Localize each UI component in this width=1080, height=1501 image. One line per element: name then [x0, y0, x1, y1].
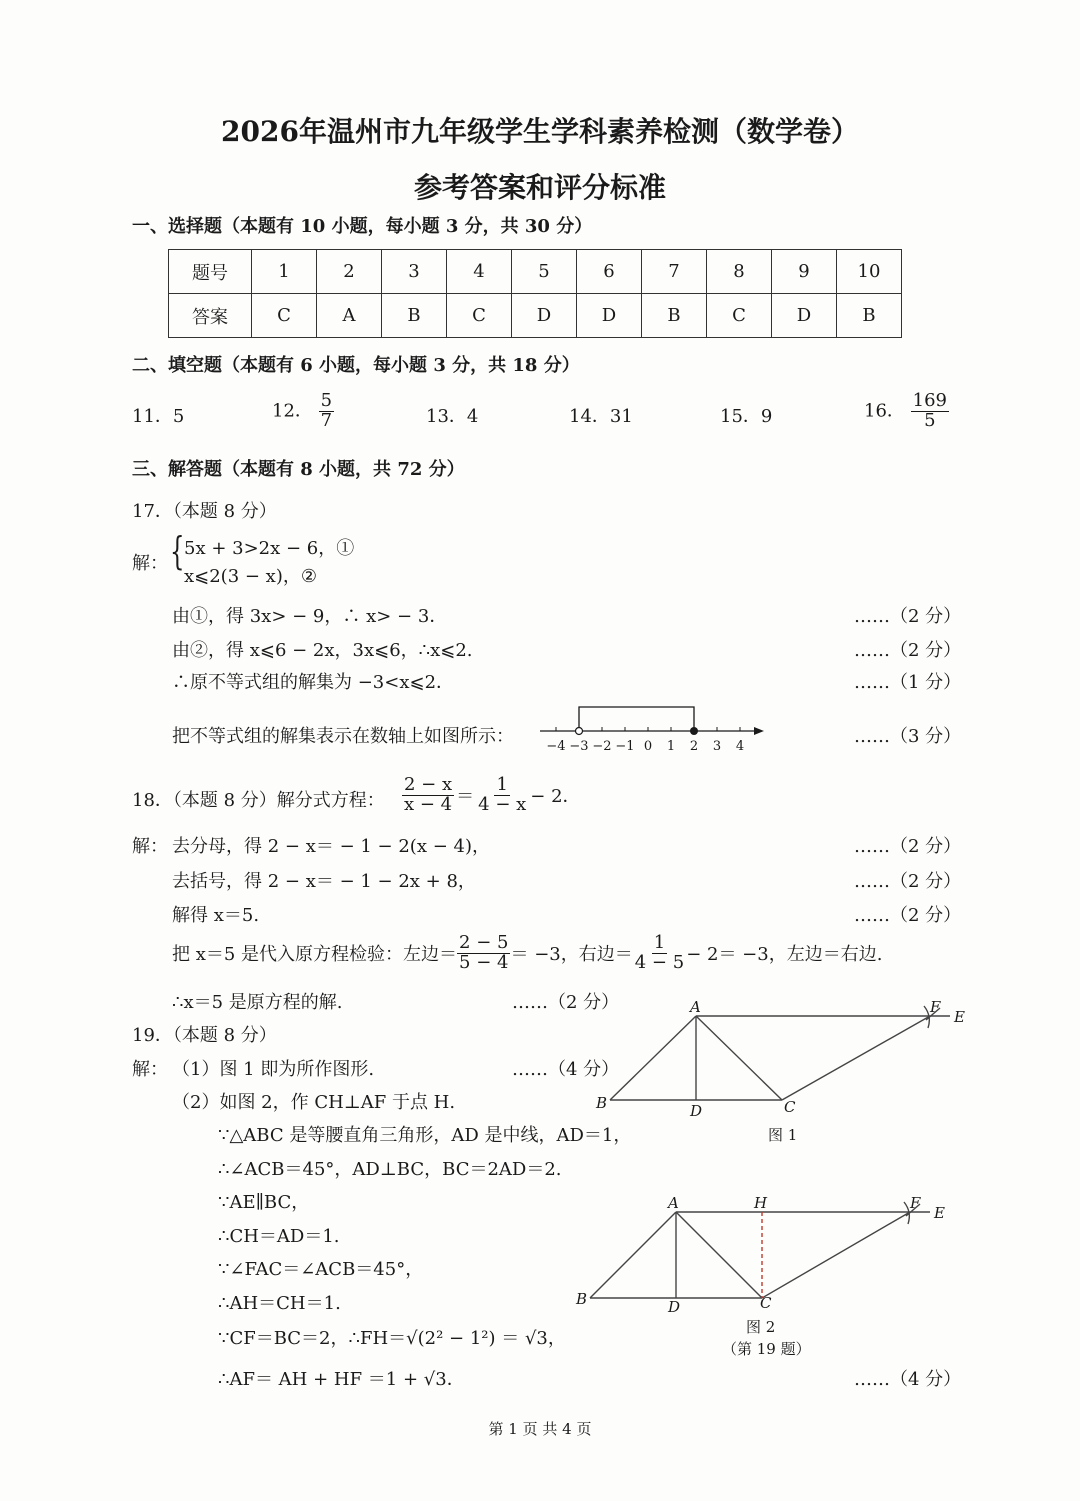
tick-label: 3 [712, 739, 722, 754]
answer-12-label: 12． [272, 400, 313, 422]
point-label-C: C [784, 1098, 796, 1116]
point-label-B: B [596, 1094, 608, 1112]
fraction [633, 934, 686, 973]
point-label-H: H [754, 1194, 768, 1212]
check-text-c: − 2＝ −3，左边＝右边. [686, 944, 883, 966]
number-line-diagram [538, 700, 770, 756]
table-cell: B [837, 294, 902, 338]
answer-16-label: 16． [864, 400, 905, 422]
figure-2-caption: 图 2 [746, 1318, 776, 1336]
answer-15: 15．9 [720, 406, 773, 427]
table-cell: 8 [707, 250, 772, 294]
brace-icon: { [170, 529, 185, 573]
q18-conclusion: ∴x＝5 是原方程的解. [172, 992, 343, 1013]
score-mark: ……（4 分） [854, 1369, 962, 1390]
point-label-E: E [934, 1204, 945, 1222]
segment-CF [762, 1212, 910, 1298]
arrow-icon [754, 727, 764, 735]
table-cell: C [707, 294, 772, 338]
denominator: 5 [924, 409, 936, 431]
table-cell: 4 [447, 250, 512, 294]
page-title: 2026年温州市九年级学生学科素养检测（数学卷） [221, 115, 859, 148]
score-mark: ……（4 分） [512, 1059, 620, 1080]
q19-part-1: （1）图 1 即为所作图形. [172, 1059, 375, 1080]
table-cell: D [577, 294, 642, 338]
denominator: 5 − 4 [459, 951, 509, 973]
tick-label: 4 [735, 739, 745, 754]
section3-heading: 三、解答题（本题有 8 小题，共 72 分） [132, 459, 465, 480]
q18-jie: 解： [132, 836, 168, 857]
point-label-F: F [930, 998, 941, 1016]
answer-16 [864, 392, 949, 431]
q17-jie: 解： [132, 553, 168, 574]
numerator: 1 [496, 774, 508, 795]
table-cell: 1 [252, 250, 317, 294]
denominator: 4 − x [478, 793, 527, 815]
q18-step-3: 解得 x＝5. [172, 905, 260, 926]
fraction [319, 392, 334, 431]
tick-label: −1 [615, 739, 635, 754]
table-cell: A [317, 294, 382, 338]
q19-line-4: ∴CH＝AD＝1. [218, 1226, 340, 1247]
q19-line-7: ∵CF＝BC＝2，∴FH＝√(2² − 1²) ＝ √3， [218, 1328, 566, 1349]
answer-table [168, 249, 902, 338]
numerator: 5 [320, 390, 333, 411]
q18-step-1: 去分母，得 2 − x＝ − 1 − 2(x − 4)， [172, 836, 490, 857]
table-cell: 2 [317, 250, 382, 294]
tick-label: −2 [592, 739, 612, 754]
fraction [911, 392, 949, 431]
q19-line-8: ∴AF＝ AH + HF ＝1 + √3． [218, 1369, 465, 1390]
figure-caption: （第 19 题） [722, 1340, 811, 1358]
q17-header: 17．（本题 8 分） [132, 501, 277, 522]
tick-label: 2 [689, 739, 699, 754]
open-point-icon [576, 728, 583, 735]
denominator: 7 [320, 409, 333, 431]
fraction [476, 776, 528, 815]
fraction [457, 934, 510, 973]
table-cell: 6 [577, 250, 642, 294]
score-mark: ……（2 分） [854, 640, 962, 661]
page-subtitle: 参考答案和评分标准 [413, 171, 666, 204]
table-cell: 10 [837, 250, 902, 294]
equation-tail: − 2． [530, 786, 581, 808]
figure-2 [570, 1192, 960, 1362]
segment-AB [610, 1016, 696, 1100]
score-mark: ……（2 分） [854, 905, 962, 926]
score-mark: ……（2 分） [512, 992, 620, 1013]
answer-12 [272, 392, 334, 431]
q19-header: 19．（本题 8 分） [132, 1025, 277, 1046]
table-cell: D [772, 294, 837, 338]
q19-line-3: ∵AE∥BC， [218, 1192, 310, 1213]
score-mark: ……（2 分） [854, 871, 962, 892]
row-label-answer: 答案 [169, 294, 252, 338]
page-footer: 第 1 页 共 4 页 [488, 1420, 592, 1438]
q17-step-2: 由②，得 x⩽6 − 2x，3x⩽6，∴x⩽2. [172, 640, 473, 661]
point-label-A: A [690, 998, 701, 1016]
figure-1-caption: 图 1 [768, 1126, 798, 1144]
answer-14: 14．31 [569, 406, 633, 427]
table-cell: C [447, 294, 512, 338]
score-mark: ……（1 分） [854, 672, 962, 693]
point-label-F: F [910, 1194, 921, 1212]
row-label-question: 题号 [169, 250, 252, 294]
table-cell: 7 [642, 250, 707, 294]
segment-AC [676, 1212, 762, 1298]
q19-part-2: （2）如图 2，作 CH⊥AF 于点 H. [172, 1092, 456, 1113]
tick-label: 1 [666, 739, 676, 754]
point-label-E: E [954, 1008, 965, 1026]
segment-AB [590, 1212, 676, 1298]
q17-step-4: 把不等式组的解集表示在数轴上如图所示： [172, 726, 514, 747]
q18-step-2: 去括号，得 2 − x＝ − 1 − 2x + 8， [172, 871, 476, 892]
equals-sign: ＝ [456, 786, 475, 808]
q17-step-3: ∴原不等式组的解集为 −3<x⩽2． [172, 672, 455, 693]
q17-system-2: x⩽2(3 − x)，② [184, 566, 317, 587]
denominator: x − 4 [404, 793, 453, 815]
solution-range-bracket [579, 707, 694, 728]
table-cell: 3 [382, 250, 447, 294]
q18-check [172, 934, 882, 973]
q17-step-1: 由①，得 3x> − 9，∴ x> − 3． [172, 606, 448, 627]
numerator: 1 [653, 932, 666, 953]
tick-label: −3 [569, 739, 589, 754]
q18-equation [402, 776, 581, 815]
point-label-D: D [668, 1298, 681, 1316]
tick-label: −4 [546, 739, 566, 754]
numerator: 2 − x [404, 774, 453, 795]
denominator: 4 − 5 [634, 951, 685, 973]
q19-jie: 解： [132, 1059, 168, 1080]
table-row [169, 250, 902, 294]
point-label-B: B [576, 1290, 588, 1308]
section1-heading: 一、选择题（本题有 10 小题，每小题 3 分，共 30 分） [132, 216, 593, 237]
answer-11: 11．5 [132, 406, 185, 427]
point-label-C: C [760, 1294, 772, 1312]
table-cell: 5 [512, 250, 577, 294]
table-cell: C [252, 294, 317, 338]
table-cell: B [642, 294, 707, 338]
check-text-b: ＝ −3，右边＝ [510, 944, 633, 966]
q19-line-5: ∵∠FAC＝∠ACB＝45°， [218, 1259, 424, 1280]
score-mark: ……（2 分） [854, 836, 962, 857]
answer-13: 13．4 [426, 406, 479, 427]
q19-line-1: ∵△ABC 是等腰直角三角形，AD 是中线，AD＝1， [218, 1125, 632, 1146]
score-mark: ……（3 分） [854, 726, 962, 747]
numerator: 169 [912, 390, 947, 411]
check-text-a: 把 x＝5 是代入原方程检验：左边＝ [172, 944, 458, 966]
point-label-A: A [668, 1194, 679, 1212]
q17-system-1: 5x + 3>2x − 6，① [184, 538, 355, 559]
q19-line-6: ∴AH＝CH＝1. [218, 1293, 341, 1314]
section2-heading: 二、填空题（本题有 6 小题，每小题 3 分，共 18 分） [132, 355, 580, 376]
table-cell: D [512, 294, 577, 338]
q18-header: 18．（本题 8 分）解分式方程： [132, 790, 385, 811]
table-cell: B [382, 294, 447, 338]
closed-point-icon [690, 727, 698, 735]
segment-CF [782, 1016, 930, 1100]
point-label-D: D [690, 1102, 703, 1120]
segment-AC [696, 1016, 782, 1100]
fraction [402, 776, 454, 815]
q19-line-2: ∴∠ACB＝45°，AD⊥BC，BC＝2AD＝2. [218, 1159, 562, 1180]
table-cell: 9 [772, 250, 837, 294]
numerator: 2 − 5 [459, 932, 509, 953]
score-mark: ……（2 分） [854, 606, 962, 627]
tick-label: 0 [643, 739, 653, 754]
figure-1 [590, 998, 980, 1148]
table-row [169, 294, 902, 338]
